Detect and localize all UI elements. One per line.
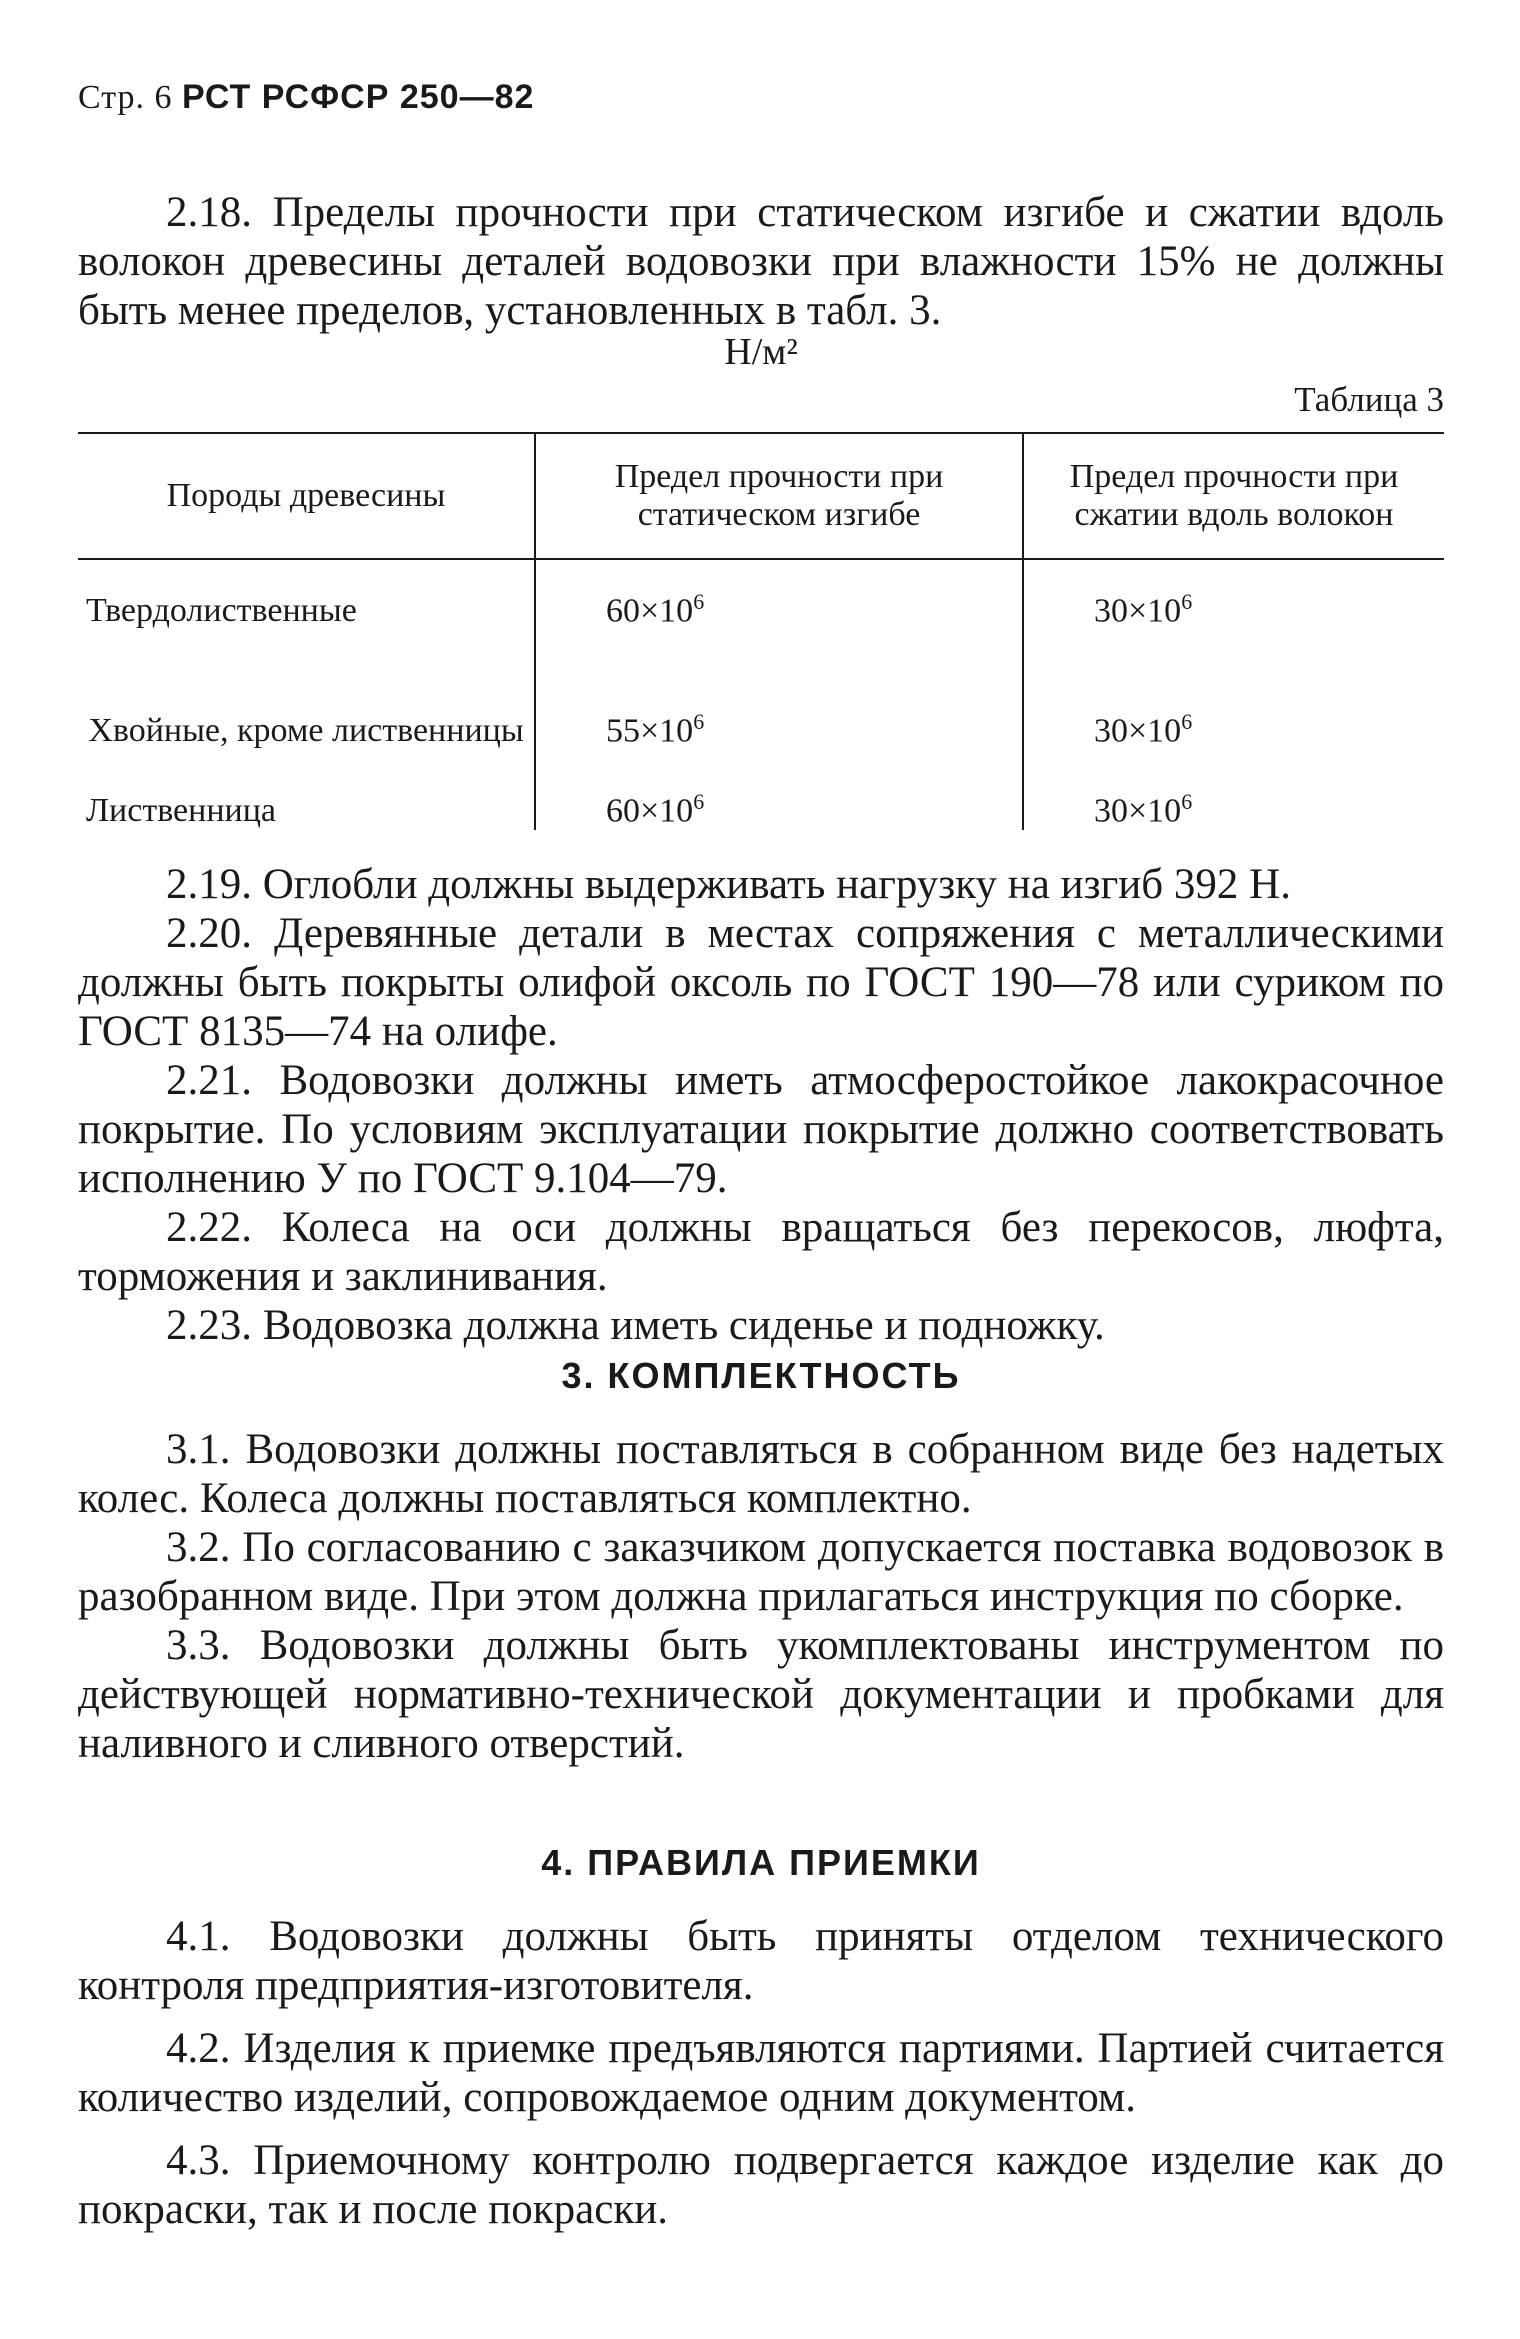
paragraph-4-2: 4.2. Изделия к приемке предъявляются партиями. Партией считается количество изделий, сопровождаемое одним документом.	[78, 2025, 1444, 2121]
bending-value: $55\times 10^6$	[535, 630, 1023, 750]
paragraph-2-23: 2.23. Водовозка должна иметь сиденье и подножку.	[166, 1302, 1105, 1349]
page-header	[78, 78, 534, 117]
table-label: Таблица 3	[1294, 380, 1444, 419]
paragraph-3-2: 3.2. По согласованию с заказчиком допускается поставка водовозок в разобранном виде. При этом должна прилагаться инструкция по сборке.	[78, 1524, 1444, 1620]
header-compression: Предел прочности при сжатии вдоль волокон	[1023, 433, 1444, 559]
breed-cell: Лиственница	[86, 792, 277, 829]
breed-cell: Твердолиственные	[86, 592, 357, 629]
standard-code: РСТ РСФСР 250—82	[182, 78, 535, 116]
paragraph-2-20: 2.20. Деревянные детали в местах сопряжения с металлическими должны быть покрыты олифой оксоль по ГОСТ 190—78 или суриком по ГОСТ 8135—74 на олифе.	[78, 910, 1444, 1055]
paragraph-2-18	[78, 188, 1444, 335]
table-header-row	[78, 433, 1444, 559]
paragraph-2-22: 2.22. Колеса на оси должны вращаться без перекосов, люфта, торможения и заклинивания.	[78, 1204, 1444, 1300]
breed-cell: Хвойные, кроме лиственницы	[88, 712, 524, 749]
section-4-heading: 4. ПРАВИЛА ПРИЕМКИ	[541, 1842, 981, 1883]
section-3-heading: 3. КОМПЛЕКТНОСТЬ	[561, 1355, 961, 1396]
paragraph-3-1: 3.1. Водовозки должны поставляться в собранном виде без надетых колес. Колеса должны поставляться комплектно.	[78, 1426, 1444, 1522]
table-row	[78, 750, 1444, 830]
header-bending: Предел прочности при статическом изгибе	[535, 433, 1023, 559]
bending-value: $60\times 10^6$	[535, 750, 1023, 830]
table-row	[78, 559, 1444, 630]
paragraph-text: 2.18. Пределы прочности при статическом изгибе и сжатии вдоль волокон древесины деталей водовозки при влажности 15% не должны быть менее пределов, установленных в табл. 3.	[78, 189, 1444, 334]
section-2-continued	[78, 860, 1444, 1350]
paragraph-2-19: 2.19. Оглобли должны выдерживать нагрузку на изгиб 392 Н.	[166, 861, 1291, 908]
bending-value: $60\times 10^6$	[535, 559, 1023, 630]
table-row	[78, 630, 1444, 750]
paragraph-3-3: 3.3. Водовозки должны быть укомплектованы инструментом по действующей нормативно-технической документации и пробками для наливного и сливного отверстий.	[78, 1622, 1444, 1767]
section-4-body	[78, 1912, 1444, 2234]
header-breed: Породы древесины	[78, 433, 535, 559]
compression-value: $30\times 10^6$	[1023, 559, 1444, 630]
paragraph-2-21: 2.21. Водовозки должны иметь атмосферостойкое лакокрасочное покрытие. По условиям эксплуатации покрытие должно соответствовать исполнению У по ГОСТ 9.104—79.	[78, 1057, 1444, 1202]
compression-value: $30\times 10^6$	[1023, 750, 1444, 830]
section-3-body	[78, 1425, 1444, 1768]
compression-value: $30\times 10^6$	[1023, 630, 1444, 750]
page-number: Стр. 6	[78, 79, 173, 116]
paragraph-4-1: 4.1. Водовозки должны быть приняты отделом технического контроля предприятия-изготовителя.	[78, 1913, 1444, 2009]
paragraph-4-3: 4.3. Приемочному контролю подвергается каждое изделие как до покраски, так и после покраски.	[78, 2137, 1444, 2233]
strength-table	[78, 432, 1444, 830]
unit-label: Н/м²	[724, 331, 798, 373]
